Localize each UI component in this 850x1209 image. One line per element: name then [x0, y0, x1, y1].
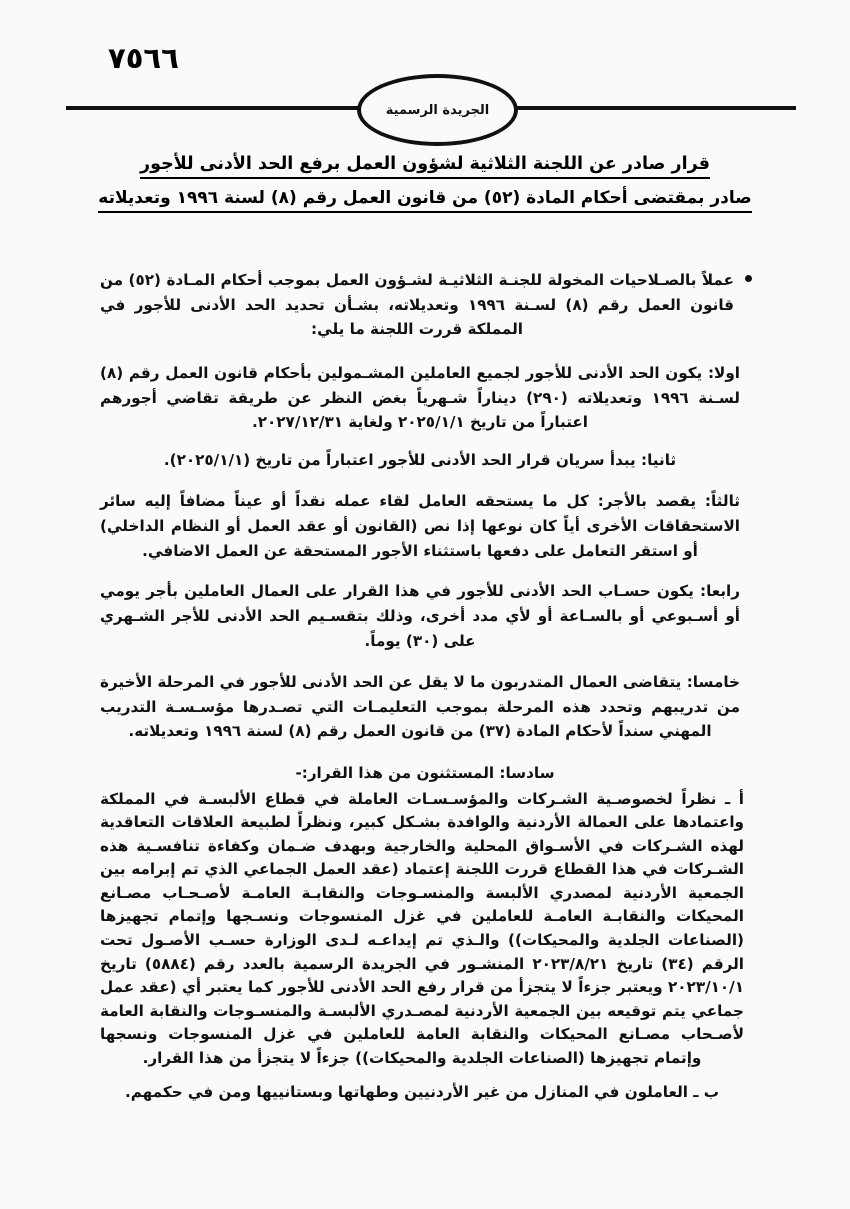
gazette-badge: [357, 74, 518, 146]
bullet-point-icon: [745, 275, 752, 282]
clause-fourth: رابعا: يكون حسـاب الحد الأدنى للأجور في هذا القرار على العمال العاملين بأجر يومي أو أسـبوعي أو بالسـاعة أو لأي مدد أخرى، وذلك بتقسـيم الحد الأدنى للأجر الشـهري على (٣٠) يوماً.: [100, 582, 740, 650]
gazette-badge-label: الجريدة الرسمية: [385, 102, 490, 118]
clause-second: ثانيا: يبدأ سريان قرار الحد الأدنى للأجور اعتباراً من تاريخ (٢٠٢٥/١/١).: [163, 450, 677, 469]
document-title-line-2: [0, 188, 850, 213]
clause-fifth: خامسا: يتقاضى العمال المتدربون ما لا يقل عن الحد الأدنى للأجور في المرحلة الأخيرة من تدريبهم وتحدد هذه المرحلة بموجب التعليمـات التي تصـدرها مؤسـسـة التدريب المهني سنداً لأحكام المادة (٣٧) من قانون العمل رقم (٨) لسنة ١٩٩٦ وتعديلاته.: [100, 673, 740, 741]
clause-sixth-heading: سادسا: المستثنون من هذا القرار:-: [295, 764, 555, 782]
page-number: ٧٥٦٦: [108, 41, 179, 75]
clause-sixth-item-b: ب ـ العاملون في المنازل من غير الأردنيين وطهاتها وبستانييها ومن في حكمهم.: [124, 1083, 720, 1102]
clause-sixth-item-a: أ ـ نظراً لخصوصـية الشـركات والمؤسـسـات العاملة في قطاع الألبسـة في المملكة واعتمادها على العمالة الأردنية والوافدة بشـكل كبير، ونظراً لطبيعة العلاقات التعاقدية لهذه الشـركات في الأسـواق المحلية والخارجية وبهدف ضـمان وكفاءة تنافسـية هذه الشـركات في هذا القطاع قررت اللجنة إعتماد (عقد العمل الجماعي الذي تم إبرامه بين الجمعية الأردنية لمصدري الألبسة والمنسـوجات والنقابـة العامـة لأصـحـاب مصـانع المحيكات والنقابـة العامـة للعاملين في غزل المنسوجات ونسـجها وإتمام تجهيزها (الصناعات الجلدية والمحيكات)) والـذي تم إيداعـه لـدى الوزارة حسـب الأصـول تحت الرقم (٣٤) تاريخ ٢٠٢٣/٨/٢١ المنشـور في الجريدة الرسمية بالعدد رقم (٥٨٨٤) تاريخ ٢٠٢٣/١٠/١ ويعتبر جزءاً لا يتجزأ من قرار رفع الحد الأدنى للأجور كما يعتبر أي (عقد عمل جماعي يتم توقيعه بين الجمعية الأردنية لمصـدري الألبسـة والمنسـوجات والنقابة العامة لأصـحاب مصـانع المحيكات والنقابة العامة للعاملين في غزل المنسوجات ونسجها وإتمام تجهيزها (الصناعات الجلدية والمحيكات)) جزءاً لا يتجزأ من هذا القرار.: [100, 789, 744, 1067]
clause-third: ثالثاً: يقصد بالأجر: كل ما يستحقه العامل لقاء عمله نقداً أو عيناً مضافاً إليه سائر الاستحقاقات الأخرى أياً كان نوعها إذا نص (القانون أو عقد العمل أو النظام الداخلي) أو استقر التعامل على دفعها باستثناء الأجور المستحقة عن العمل الاضافي.: [100, 492, 740, 560]
document-title-line-2-text: صادر بمقتضى أحكام المادة (٥٢) من قانون العمل رقم (٨) لسنة ١٩٩٦ وتعديلاته: [98, 188, 751, 213]
preamble-paragraph: [100, 268, 750, 342]
document-body: [100, 268, 750, 1118]
document-title-line-1-text: قرار صادر عن اللجنة الثلاثية لشؤون العمل برفع الحد الأدنى للأجور: [140, 154, 710, 179]
preamble-text: عملاً بالصـلاحيات المخولة للجنـة الثلاثيـة لشـؤون العمل بموجب أحكام المـادة (٥٢) من قانون العمل رقم (٨) لسـنة ١٩٩٦ وتعديلاته، بشـأن تحديد الحد الأدنى للأجور في المملكة قررت اللجنة ما يلي:: [100, 271, 734, 339]
document-title-line-1: [0, 154, 850, 179]
clause-first: اولا: يكون الحد الأدنى للأجور لجميع العاملين المشـمولين بأحكام قانون العمل رقم (٨) لسـنة ١٩٩٦ وتعديلاته (٢٩٠) ديناراً شـهرياً بغض النظر عن طريقة تقاضي أجورهم اعتباراً من تاريخ ٢٠٢٥/١/١ ولغاية ٢٠٢٧/١٢/٣١.: [100, 363, 740, 432]
gazette-header: [0, 92, 850, 152]
